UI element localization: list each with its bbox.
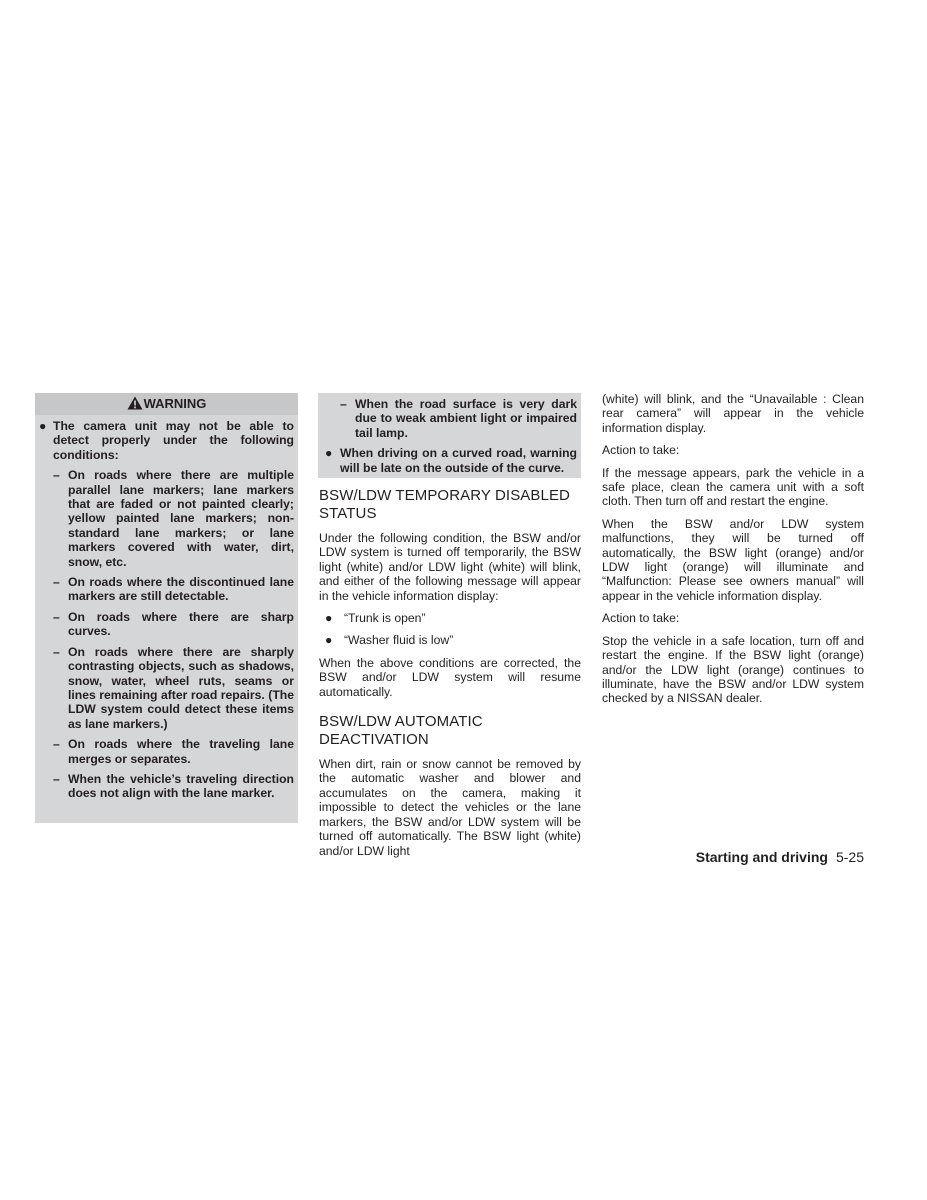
paragraph: Stop the vehicle in a safe location, turn off and restart the engine. If the BSW light (orange) and/or the LDW light (orange) continues to illuminate, have the BSW and/or LDW system checked by a NISSAN dealer.	[602, 633, 864, 706]
section-heading-automatic-deactivation: BSW/LDW AUTOMATIC DEACTIVATION	[319, 713, 483, 749]
action-label: Action to take:	[602, 611, 680, 626]
dash-marker: –	[53, 609, 60, 624]
bullet-marker: ●	[325, 633, 333, 648]
column-3-text	[602, 392, 864, 714]
dash-marker: –	[53, 468, 60, 483]
bullet-marker: ●	[39, 419, 47, 433]
column-2-text	[319, 487, 581, 866]
warning-dash-item	[39, 468, 294, 569]
bullet-marker: ●	[325, 446, 333, 461]
warning-header	[35, 393, 298, 415]
paragraph: When the BSW and/or LDW system malfunctions, they will be turned off automatically, the BSW light (orange) and/or LDW light (orange) will illuminate and “Malfunction: Please see owners manual” will appear in the vehicle information display.	[602, 516, 864, 603]
paragraph: When the above conditions are corrected, the BSW and/or LDW system will resume automatically.	[319, 655, 581, 699]
warning-dash-text: When the vehicle’s traveling direction does not align with the lane marker.	[68, 771, 294, 801]
warning-dash-item	[39, 610, 294, 639]
warning-dash-item	[39, 575, 294, 604]
list-item	[319, 633, 581, 647]
warning-label: WARNING	[143, 396, 207, 411]
warning-dash-item	[39, 737, 294, 766]
section-heading-temporary-disabled: BSW/LDW TEMPORARY DISABLED STATUS	[319, 487, 570, 522]
warning-bullet-text: The camera unit may not be able to detect properly under the following conditions:	[53, 419, 294, 462]
warning-bullet	[39, 419, 294, 462]
paragraph: (white) will blink, and the “Unavailable : Clean rear camera” will appear in the vehicle information display.	[602, 392, 864, 435]
list-item	[319, 611, 581, 625]
dash-marker: –	[53, 575, 60, 590]
warning-box	[35, 393, 298, 823]
warning-bullet-text: When driving on a curved road, warning will be late on the outside of the curve.	[340, 446, 577, 475]
warning-dash-item	[322, 397, 577, 440]
footer-section-title: Starting and driving	[695, 849, 828, 865]
action-label: Action to take:	[602, 443, 680, 458]
warning-triangle-icon	[127, 396, 143, 410]
dash-marker: –	[53, 644, 60, 659]
page-footer	[560, 848, 864, 866]
warning-dash-text: When the road surface is very dark due to weak ambient light or impaired tail lamp.	[355, 397, 577, 440]
dash-marker: –	[53, 771, 60, 786]
warning-box-continued	[318, 393, 581, 478]
page-number: 5-25	[835, 849, 864, 865]
warning-dash-text: On roads where there are multiple parallel lane markers; lane markers that are faded or not painted clearly; yellow painted lane markers; non-standard lane markers; or lane markers covered with water, dirt, snow, etc.	[68, 468, 294, 569]
list-item-text: “Washer fluid is low”	[344, 633, 454, 648]
warning-dash-text: On roads where there are sharply contrasting objects, such as shadows, snow, water, wheel ruts, seams or lines remaining after road repairs. (The LDW system could detect these items as lane markers.)	[68, 644, 294, 731]
warning-dash-item	[39, 772, 294, 801]
list-item-text: “Trunk is open”	[344, 611, 426, 626]
dash-marker: –	[53, 737, 60, 752]
paragraph: When dirt, rain or snow cannot be removed by the automatic washer and blower and accumulates on the camera, making it impossible to detect the vehicles or the lane markers, the BSW and/or LDW system will be turned off automatically. The BSW light (white) and/or LDW light	[319, 757, 581, 858]
paragraph: If the message appears, park the vehicle in a safe place, clean the camera unit with a soft cloth. Then turn off and restart the engine.	[602, 465, 864, 509]
paragraph: Under the following condition, the BSW and/or LDW system is turned off temporarily, the BSW light (white) and/or LDW light (white) will blink, and either of the following message will appear in the vehicle information display:	[319, 531, 581, 603]
warning-dash-item	[39, 645, 294, 731]
warning-dash-text: On roads where there are sharp curves.	[68, 609, 294, 639]
warning-dash-text: On roads where the discontinued lane markers are still detectable.	[68, 575, 294, 604]
bullet-marker: ●	[325, 611, 333, 626]
dash-marker: –	[340, 397, 347, 411]
warning-dash-text: On roads where the traveling lane merges or separates.	[68, 737, 294, 766]
warning-bullet	[322, 446, 577, 475]
